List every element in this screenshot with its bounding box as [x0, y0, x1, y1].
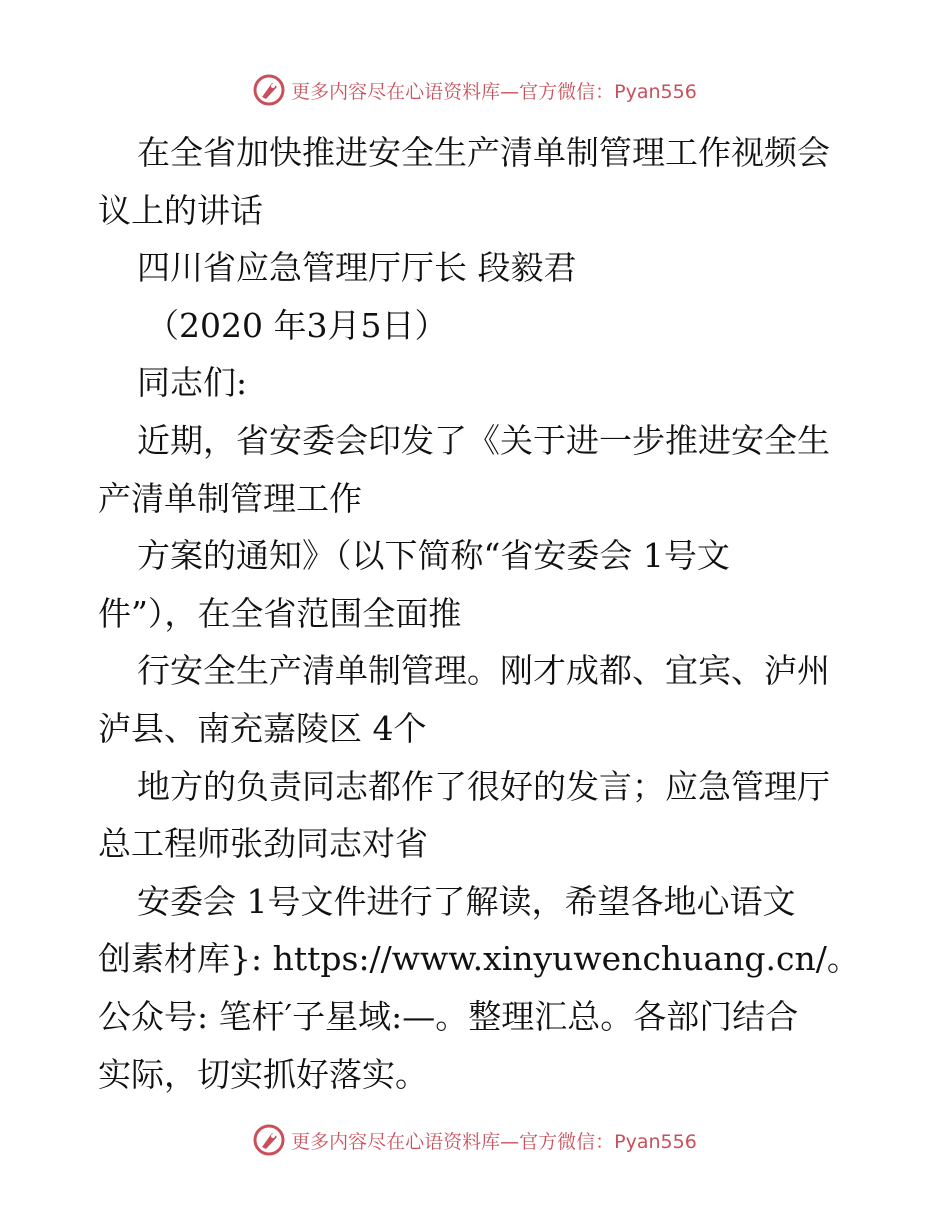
paragraph-line: 公众号: 笔杆′子星域:—。整理汇总。各部门结合	[98, 996, 799, 1036]
paragraph-line: 近期，省安委会印发了《关于进一步推进安全生	[137, 420, 830, 460]
date-line: （2020 年3月5日）	[146, 305, 448, 345]
paragraph-line: 实际，切实抓好落实。	[98, 1054, 428, 1094]
title-line-2: 议上的讲话	[98, 190, 263, 230]
document-body	[98, 124, 858, 1103]
author-line: 四川省应急管理厅厅长 段毅君	[137, 248, 577, 288]
paragraph-line: 创素材库}: https://www.xinyuwenchuang.cn/。	[98, 939, 860, 979]
header-watermark	[0, 72, 950, 108]
paragraph-line: 安委会 1号文件进行了解读，希望各地心语文	[137, 881, 796, 921]
header-watermark-content	[253, 74, 697, 106]
header-watermark-text: 更多内容尽在心语资料库—官方微信：Pyan556	[291, 80, 697, 103]
paragraph-line: 泸县、南充嘉陵区 4个	[98, 708, 427, 748]
footer-watermark-content	[253, 1124, 697, 1156]
paragraph-line: 总工程师张劲同志对省	[98, 824, 428, 864]
paragraph-line: 行安全生产清单制管理。刚才成都、宜宾、泸州	[137, 651, 830, 691]
pen-nib-logo-icon	[253, 74, 285, 106]
paragraph-line: 地方的负责同志都作了很好的发言；应急管理厅	[137, 766, 830, 806]
paragraph-line: 产清单制管理工作	[98, 478, 362, 518]
footer-watermark	[0, 1122, 950, 1158]
salutation-line: 同志们:	[137, 363, 248, 403]
title-line-1: 在全省加快推进安全生产清单制管理工作视频会	[137, 133, 830, 172]
paragraph-line: 方案的通知》（以下简称“省安委会 1号文	[137, 536, 730, 576]
footer-watermark-text: 更多内容尽在心语资料库—官方微信：Pyan556	[291, 1130, 697, 1153]
pen-nib-logo-icon	[253, 1124, 285, 1156]
paragraph-line: 件”），在全省范围全面推	[98, 593, 462, 633]
